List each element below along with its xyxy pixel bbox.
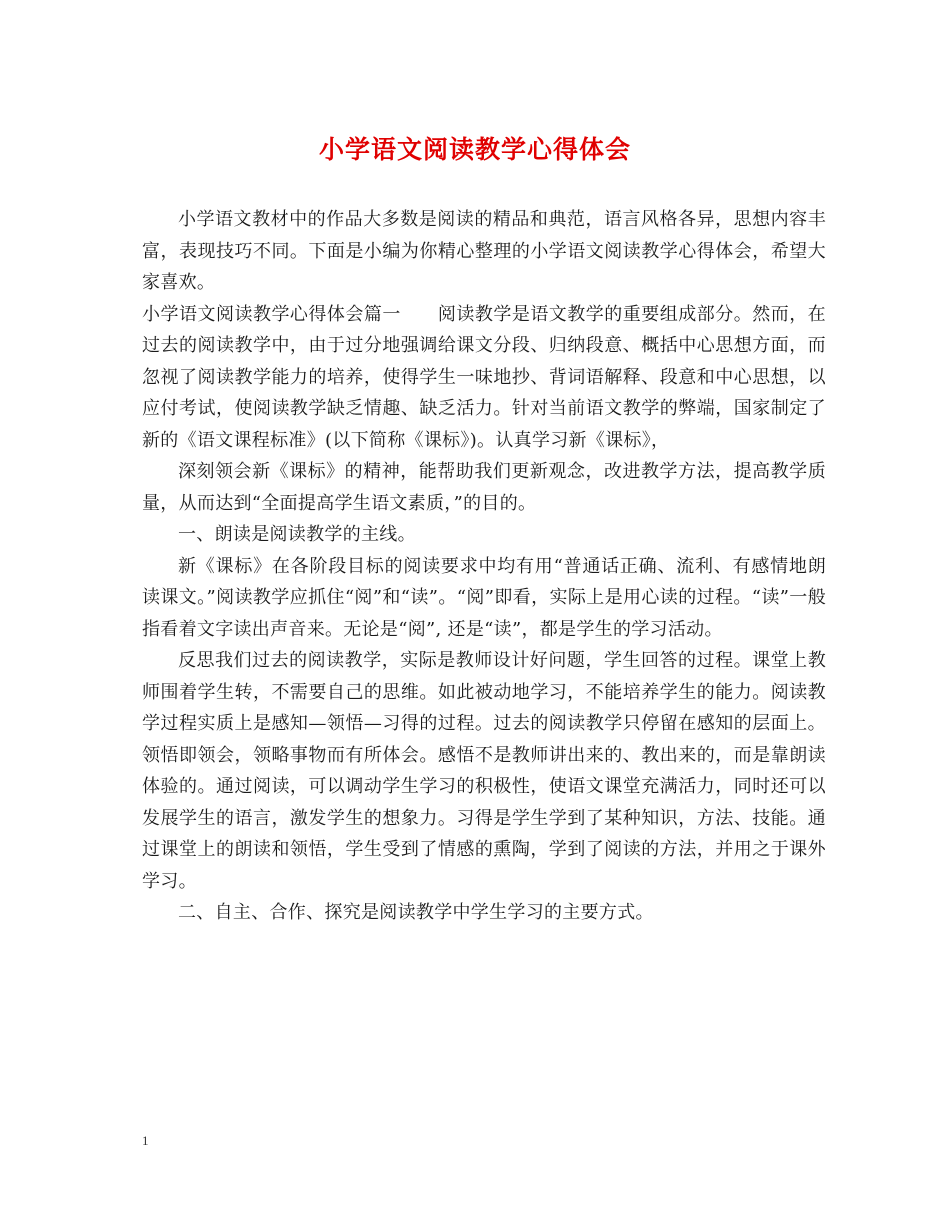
document-title: 小学语文阅读教学心得体会 bbox=[318, 135, 631, 164]
paragraph-intro: 小学语文教材中的作品大多数是阅读的精品和典范，语言风格各异，思想内容丰富，表现技巧不同。下面是小编为你精心整理的小学语文阅读教学心得体会，希望大家喜欢。 bbox=[142, 209, 826, 293]
paragraph-curriculum: 深刻领会新《课标》的精神，能帮助我们更新观念，改进教学方法，提高教学质量，从而达到“全面提高学生语文素质，”的目的。 bbox=[142, 461, 826, 514]
document-body bbox=[142, 204, 826, 929]
heading-learning-methods: 二、自主、合作、探究是阅读教学中学生学习的主要方式。 bbox=[178, 902, 654, 923]
heading-reading-aloud: 一、朗读是阅读教学的主线。 bbox=[178, 524, 416, 545]
paragraph-section-one: 小学语文阅读教学心得体会篇一 阅读教学是语文教学的重要组成部分。然而，在过去的阅读教学中，由于过分地强调给课文分段、归纳段意、概括中心思想方面，而忽视了阅读教学能力的培养，使得学生一味地抄、背词语解释、段意和中心思想，以应付考试，使阅读教学缺乏情趣、缺乏活力。针对当前语文教学的弊端，国家制定了新的《语文课程标准》(以下简称《课标》)。认真学习新《课标》， bbox=[142, 303, 826, 451]
paragraph-reading-requirements: 新《课标》在各阶段目标的阅读要求中均有用“普通话正确、流利、有感情地朗读课文。”阅读教学应抓住“阅”和“读”。“阅”即看，实际上是用心读的过程。“读”一般指看着文字读出声音来。无论是“阅”, 还是“读”，都是学生的学习活动。 bbox=[142, 555, 826, 640]
paragraph-reflection: 反思我们过去的阅读教学，实际是教师设计好问题，学生回答的过程。课堂上教师围着学生转，不需要自己的思维。如此被动地学习，不能培养学生的能力。阅读教学过程实质上是感知—领悟—习得的过程。过去的阅读教学只停留在感知的层面上。领悟即领会，领略事物而有所体会。感悟不是教师讲出来的、教出来的，而是靠朗读体验的。通过阅读，可以调动学生学习的积极性，使语文课堂充满活力，同时还可以发展学生的语言，激发学生的想象力。习得是学生学到了某种知识，方法、技能。通过课堂上的朗读和领悟，学生受到了情感的熏陶，学到了阅读的方法，并用之于课外学习。 bbox=[142, 650, 826, 892]
page-number: 1 bbox=[142, 1133, 149, 1148]
